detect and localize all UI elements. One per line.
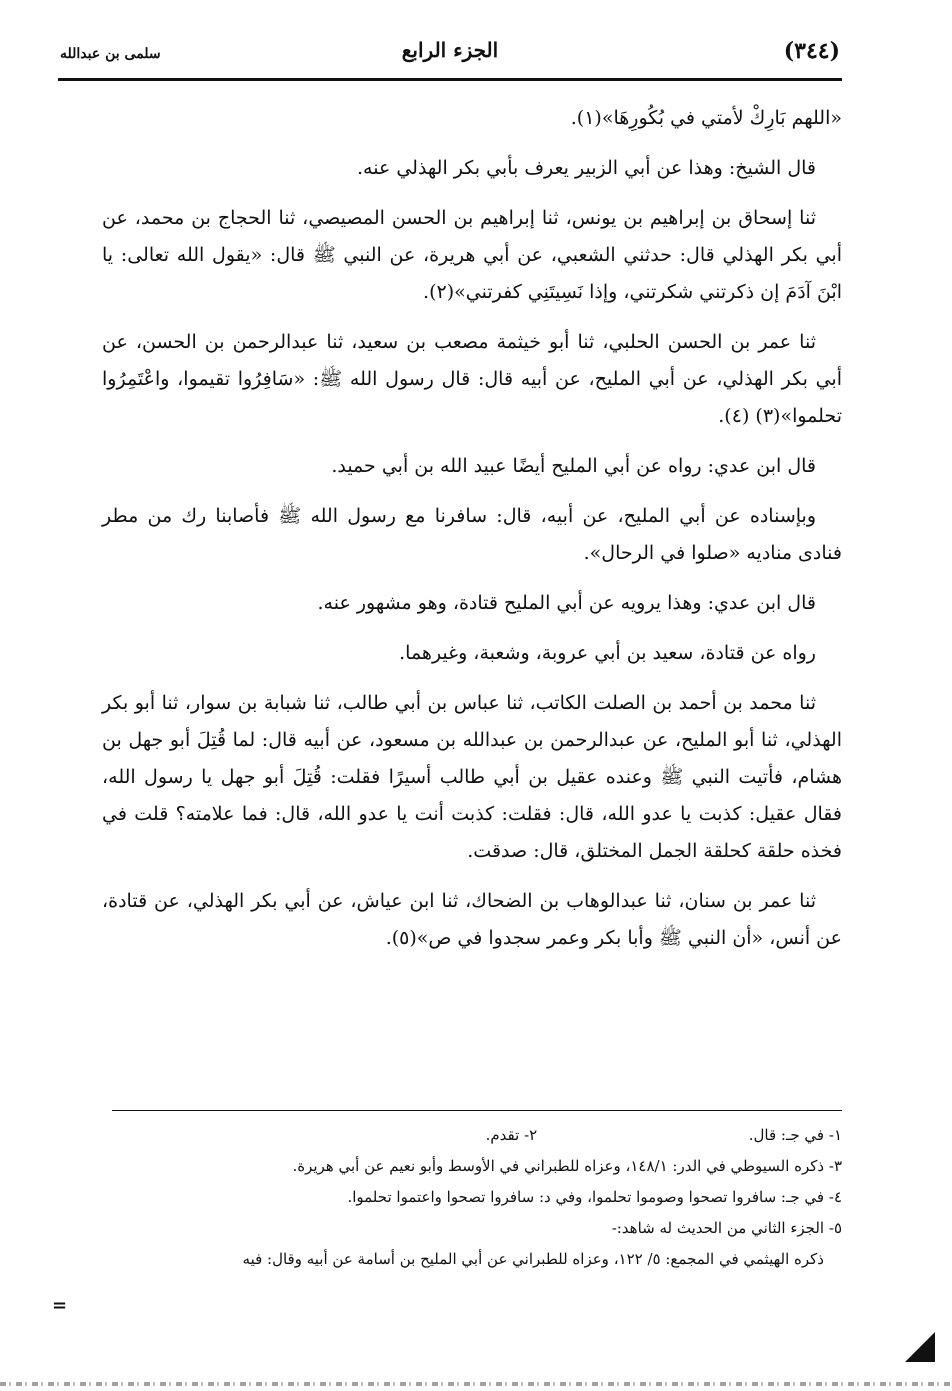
scan-edge-strip — [0, 1382, 952, 1386]
paragraph: قال الشيخ: وهذا عن أبي الزبير يعرف بأبي بكر الهذلي عنه. — [356, 157, 816, 179]
paragraph: ثنا عمر بن الحسن الحلبي، ثنا أبو خيثمة مصعب بن سعيد، ثنا عبدالرحمن بن الحسن، عن أبي بكر الهذلي، عن أبي المليح، عن أبيه قال: قال رسول الله ﷺ: «سَافِرُوا تقيموا، واعْتَمِرُوا تحلموا»(٣) (٤). — [102, 331, 842, 427]
footnote-rule — [112, 1110, 842, 1111]
footnote-4: ٤- في جـ: سافروا تصحوا وصوموا تحلموا، وفي د: سافروا تصحوا واعتموا تحلموا. — [347, 1188, 842, 1206]
paragraph: ثنا إسحاق بن إبراهيم بن يونس، ثنا إبراهيم بن الحسن المصيصي، ثنا الحجاج بن محمد، عن أبي بكر الهذلي قال: حدثني الشعبي، عن أبي هريرة، عن النبي ﷺ قال: «يقول الله تعالى: يا ابْنَ آدَمَ إن ذكرتني شكرتني، وإذا نَسِيتَنِي كفرتني»(٢). — [102, 207, 842, 303]
continuation-mark: = — [52, 1295, 68, 1316]
running-header — [60, 30, 840, 76]
paragraph: ثنا عمر بن سنان، ثنا عبدالوهاب بن الضحاك، ثنا ابن عياش، عن أبي بكر الهذلي، عن قتادة، عن أنس، «أن النبي ﷺ وأبا بكر وعمر سجدوا في ص»(٥). — [102, 890, 842, 949]
footnote-5-continued: ذكره الهيثمي في المجمع: ٥/ ١٢٢، وعزاه للطبراني عن أبي المليح بن أسامة عن أبيه وقال: فيه — [242, 1250, 824, 1268]
page-corner-mark — [905, 1332, 935, 1362]
footnote-2: ٢- تقدم. — [485, 1126, 538, 1144]
paragraph: قال ابن عدي: رواه عن أبي المليح أيضًا عبيد الله بن أبي حميد. — [331, 455, 816, 477]
part-title: الجزء الرابع — [401, 38, 499, 62]
header-rule — [58, 78, 842, 81]
footnote-5: ٥- الجزء الثاني من الحديث له شاهد:- — [611, 1219, 842, 1237]
footnote-row — [122, 1120, 842, 1151]
paragraph: «اللهم بَارِكْ لأمتي في بُكُورِهَا»(١). — [570, 107, 842, 129]
paragraph: قال ابن عدي: وهذا يرويه عن أبي المليح قتادة، وهو مشهور عنه. — [317, 592, 816, 614]
paragraph: رواه عن قتادة، سعيد بن أبي عروبة، وشعبة، وغيرهما. — [399, 642, 816, 664]
narrator-name: سلمى بن عبدالله — [60, 46, 161, 62]
paragraph: وبإسناده عن أبي المليح، عن أبيه، قال: سافرنا مع رسول الله ﷺ فأصابنا رك من مطر فنادى مناديه «صلوا في الرحال». — [102, 505, 842, 564]
main-text — [102, 100, 842, 970]
page-number: (٣٤٤) — [783, 38, 840, 64]
footnote-3: ٣- ذكره السيوطي في الدر: ١٤٨/١، وعزاه للطبراني في الأوسط وأبو نعيم عن أبي هريرة. — [292, 1157, 842, 1175]
footnotes — [122, 1120, 842, 1275]
footnote-1: ١- في جـ: قال. — [748, 1126, 842, 1144]
paragraph: ثنا محمد بن أحمد بن الصلت الكاتب، ثنا عباس بن أبي طالب، ثنا شبابة بن سوار، ثنا أبو بكر الهذلي، ثنا أبو المليح، عن عبدالرحمن بن عبدالله بن مسعود، عن أبيه قال: لما قُتِلَ أبو جهل بن هشام، فأتيت النبي ﷺ وعنده عقيل بن أبي طالب أسيرًا فقلت: قُتِلَ أبو جهل يا رسول الله، فقال عقيل: كذبت يا عدو الله، قال: فقلت: كذبت أنت يا عدو الله، قال: فما علامته؟ قلت في فخذه حلقة كحلقة الجمل المختلق، قال: صدقت. — [102, 692, 842, 862]
